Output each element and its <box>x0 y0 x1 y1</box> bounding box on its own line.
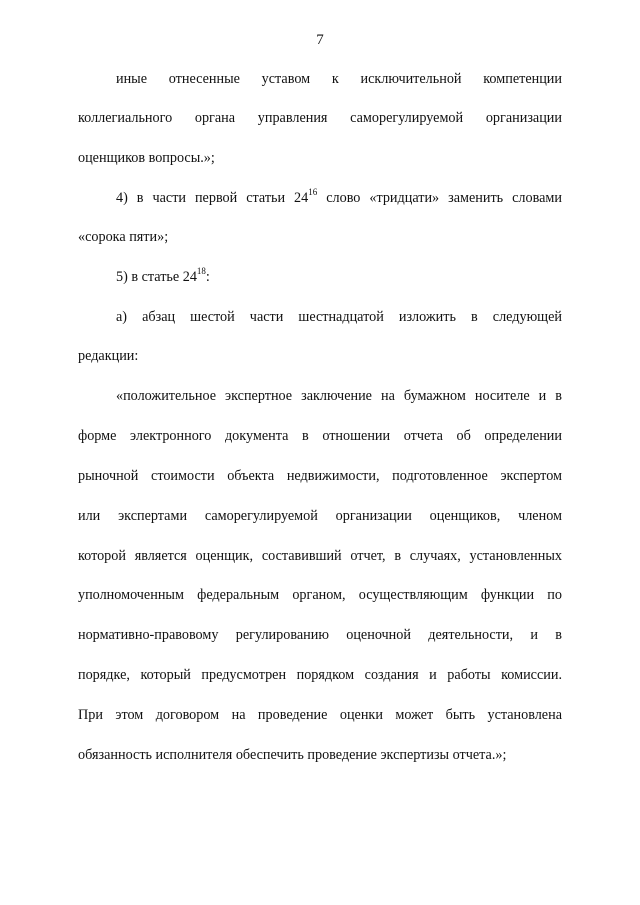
text-line-3: оценщиков вопросы.»; <box>78 150 215 166</box>
text-line-10: форме электронного документа в отношении отчета об определении <box>78 428 562 444</box>
text-line-6-end: : <box>205 269 210 285</box>
text-line-8: редакции: <box>78 348 139 364</box>
text-line-15: нормативно-правовому регулированию оценочной деятельности, и в <box>78 627 562 643</box>
text-line-4-end: слово «тридцати» заменить словами <box>317 190 562 206</box>
superscript-16: 16 <box>308 187 318 198</box>
text-line-13: которой является оценщик, составивший отчет, в случаях, установленных <box>78 548 562 564</box>
text-line-2: коллегиального органа управления саморегулируемой организации <box>78 110 562 126</box>
superscript-18: 18 <box>196 266 206 277</box>
text-line-4 <box>116 188 562 208</box>
page-number: 7 <box>316 32 324 48</box>
text-line-16: порядке, который предусмотрен порядком создания и работы комиссии. <box>78 667 562 683</box>
text-line-4-start: 4) в части первой статьи 24 <box>116 190 309 206</box>
text-line-17: При этом договором на проведение оценки может быть установлена <box>78 707 562 723</box>
text-line-5: «сорока пяти»; <box>78 229 169 245</box>
text-line-6 <box>116 267 562 287</box>
text-line-18: обязанность исполнителя обеспечить проведение экспертизы отчета.»; <box>78 747 507 763</box>
text-line-1: иные отнесенные уставом к исключительной компетенции <box>116 71 562 87</box>
text-line-9: «положительное экспертное заключение на бумажном носителе и в <box>116 388 562 404</box>
text-line-7: а) абзац шестой части шестнадцатой изложить в следующей <box>116 309 562 325</box>
text-line-11: рыночной стоимости объекта недвижимости, подготовленное экспертом <box>78 468 562 484</box>
text-line-14: уполномоченным федеральным органом, осуществляющим функции по <box>78 587 562 603</box>
text-line-6-start: 5) в статье 24 <box>116 269 197 285</box>
text-line-12: или экспертами саморегулируемой организации оценщиков, членом <box>78 508 562 524</box>
